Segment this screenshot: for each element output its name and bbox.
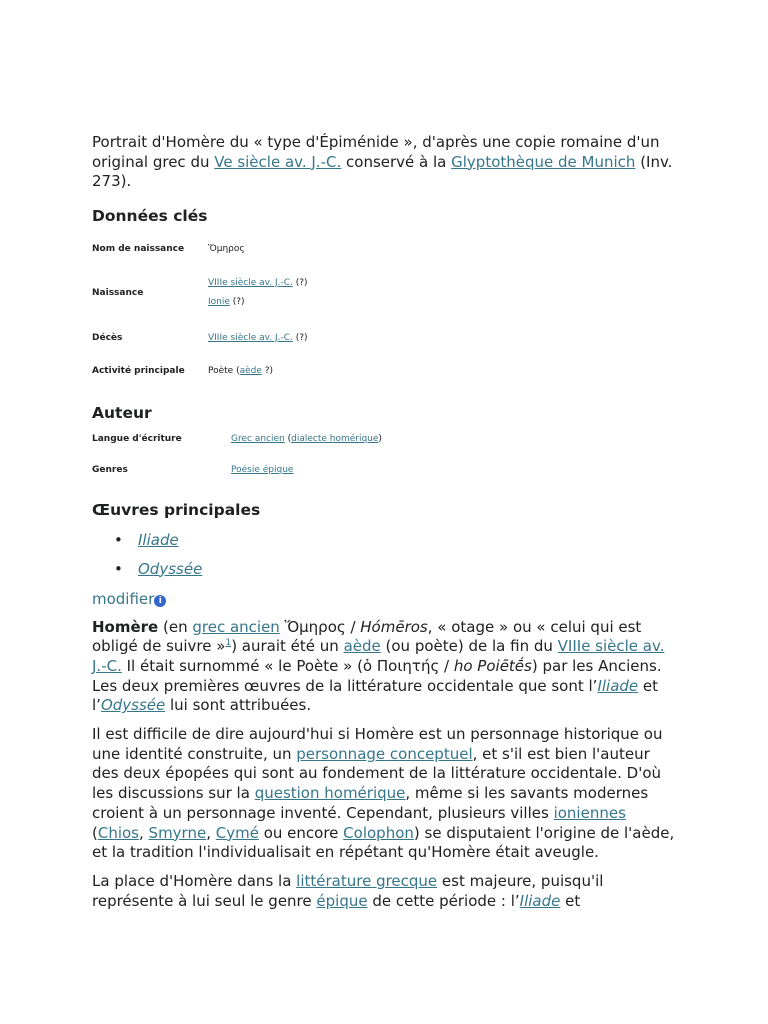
iliade-link[interactable]: Iliade [597,676,639,695]
author-row-genres [92,446,382,494]
info-icon[interactable]: i [154,595,166,607]
footnote-link[interactable]: 1 [225,638,232,649]
personnage-conceptuel-link[interactable]: personnage conceptuel [296,744,473,763]
heading-works: Œuvres principales [92,500,261,519]
paragraph-text: , même si les savants modernes croient à un personnage inventé. Cependant, plusieurs villes [92,784,649,822]
iliade-link[interactable]: Iliade [519,891,561,910]
transliteration: ho Poiētḗs [453,656,532,675]
death-century-link[interactable]: VIIIe siècle av. J.-C. [208,332,293,343]
paragraph-text: Ὅμηρος / [279,617,361,636]
paragraph-text: , et s'il est bien l'auteur des deux épopées qui sont au fondement de la littérature occidentale. D'où les discussions sur la [92,744,662,803]
row-key: Genres [92,464,128,475]
row-key: Nom de naissance [92,243,185,254]
uncertain-mark: (?) [292,332,308,343]
paragraph-text: (en [158,617,193,636]
edit-row [92,588,678,610]
row-key: Naissance [92,287,144,298]
question-homerique-link[interactable]: question homérique [254,784,406,803]
caption-text: Portrait d'Homère du « type d'Épiménide », d'après une copie romaine d'un original grec du [92,133,660,171]
paragraph-text: (ou poète) de la fin du [380,637,558,656]
paragraph-text: et [560,891,581,910]
caption-text: (Inv. 273). [92,152,673,190]
author-table [92,433,382,494]
paragraph-text: est majeure, puisqu'il représente à lui seul le genre [92,871,604,910]
work-link-odyssee[interactable]: Odyssée [138,559,203,578]
uncertain-mark: (?) [292,277,308,288]
chios-link[interactable]: Chios [97,823,139,842]
caption-text: conservé à la [341,152,452,171]
row-value: Ὅμηρος [208,243,245,254]
caption-link-glyptotheque[interactable]: Glyptothèque de Munich [451,152,636,171]
colophon-link[interactable]: Colophon [343,823,414,842]
grec-ancien-link[interactable]: grec ancien [192,617,280,636]
historicity-paragraph [92,725,678,863]
row-key: Décès [92,332,123,343]
author-row-language [92,433,382,446]
paragraph-text: de cette période : l’ [367,891,520,910]
list-item [92,555,678,584]
row-key: Activité principale [92,365,185,376]
paragraph-text: lui sont attribuées. [165,696,312,715]
poesie-epique-link[interactable]: Poésie épique [231,464,294,475]
paragraph-text: Il était surnommé « le Poète » (ὁ Ποιητής / [121,656,454,675]
paragraph-text: ) aurait été un [231,637,344,656]
image-caption [92,133,678,192]
odyssee-link[interactable]: Odyssée [100,696,166,715]
row-key: Langue d'écriture [92,434,182,444]
paragraph-text: Il est difficile de dire aujourd'hui si Homère est un personnage historique ou une identité construite, un [92,725,663,763]
cyme-link[interactable]: Cymé [215,823,259,842]
paragraph-text: , « otage » ou « celui qui est obligé de suivre » [92,617,642,656]
language-text: ) [378,434,382,444]
work-link-iliade[interactable]: Iliade [138,530,179,549]
ioniennes-link[interactable]: ioniennes [553,803,626,822]
paragraph-text: ) se disputaient l'origine de l'aède, et la tradition l'individualisait en répétant qu'Homère était aveugle. [92,823,675,862]
uncertain-mark: (?) [229,296,245,307]
key-data-row-death [92,327,308,349]
row-value [208,259,308,327]
row-value [231,433,382,446]
row-value [208,349,308,393]
paragraph-text: ( [92,823,98,842]
place-paragraph [92,872,678,911]
paragraph-text: ) par les Anciens. Les deux premières œuvres de la littérature occidentale que sont l’ [92,656,662,695]
heading-author: Auteur [92,403,152,422]
row-value [208,327,308,349]
language-text: ( [284,434,292,444]
paragraph-text: , [139,823,149,842]
key-data-table [92,239,308,393]
epique-link[interactable]: épique [316,891,368,910]
list-item [92,526,678,555]
row-value [231,446,382,494]
caption-link-century[interactable]: Ve siècle av. J.-C. [214,152,342,171]
aede-link[interactable]: aède [343,637,381,656]
edit-link[interactable]: modifier [92,589,155,608]
paragraph-text: ou encore [258,823,344,842]
key-data-row-activity [92,349,308,393]
grec-ancien-link[interactable]: Grec ancien [231,434,285,444]
intro-paragraph [92,618,678,717]
works-list [92,526,678,584]
paragraph-text: et l’ [92,676,659,715]
smyrne-link[interactable]: Smyrne [148,823,207,842]
aede-link[interactable]: aède [239,365,262,376]
dialecte-homerique-link[interactable]: dialecte homérique [291,434,379,444]
paragraph-text: , [206,823,216,842]
litterature-grecque-link[interactable]: littérature grecque [296,871,438,890]
article-content [92,133,678,911]
century-link[interactable]: VIIIe siècle av. J.-C. [92,637,665,675]
birth-century-link[interactable]: VIIIe siècle av. J.-C. [208,277,293,288]
activity-text: Poète ( [208,365,240,376]
key-data-row-birth-name [92,239,308,259]
activity-text: ?) [261,365,274,376]
heading-key-data: Données clés [92,206,208,225]
transliteration: Hómēros [360,617,428,636]
key-data-row-birth [92,259,308,327]
article-subject: Homère [92,617,159,636]
paragraph-text: La place d'Homère dans la [92,871,297,890]
birth-place-link[interactable]: Ionie [208,296,230,307]
